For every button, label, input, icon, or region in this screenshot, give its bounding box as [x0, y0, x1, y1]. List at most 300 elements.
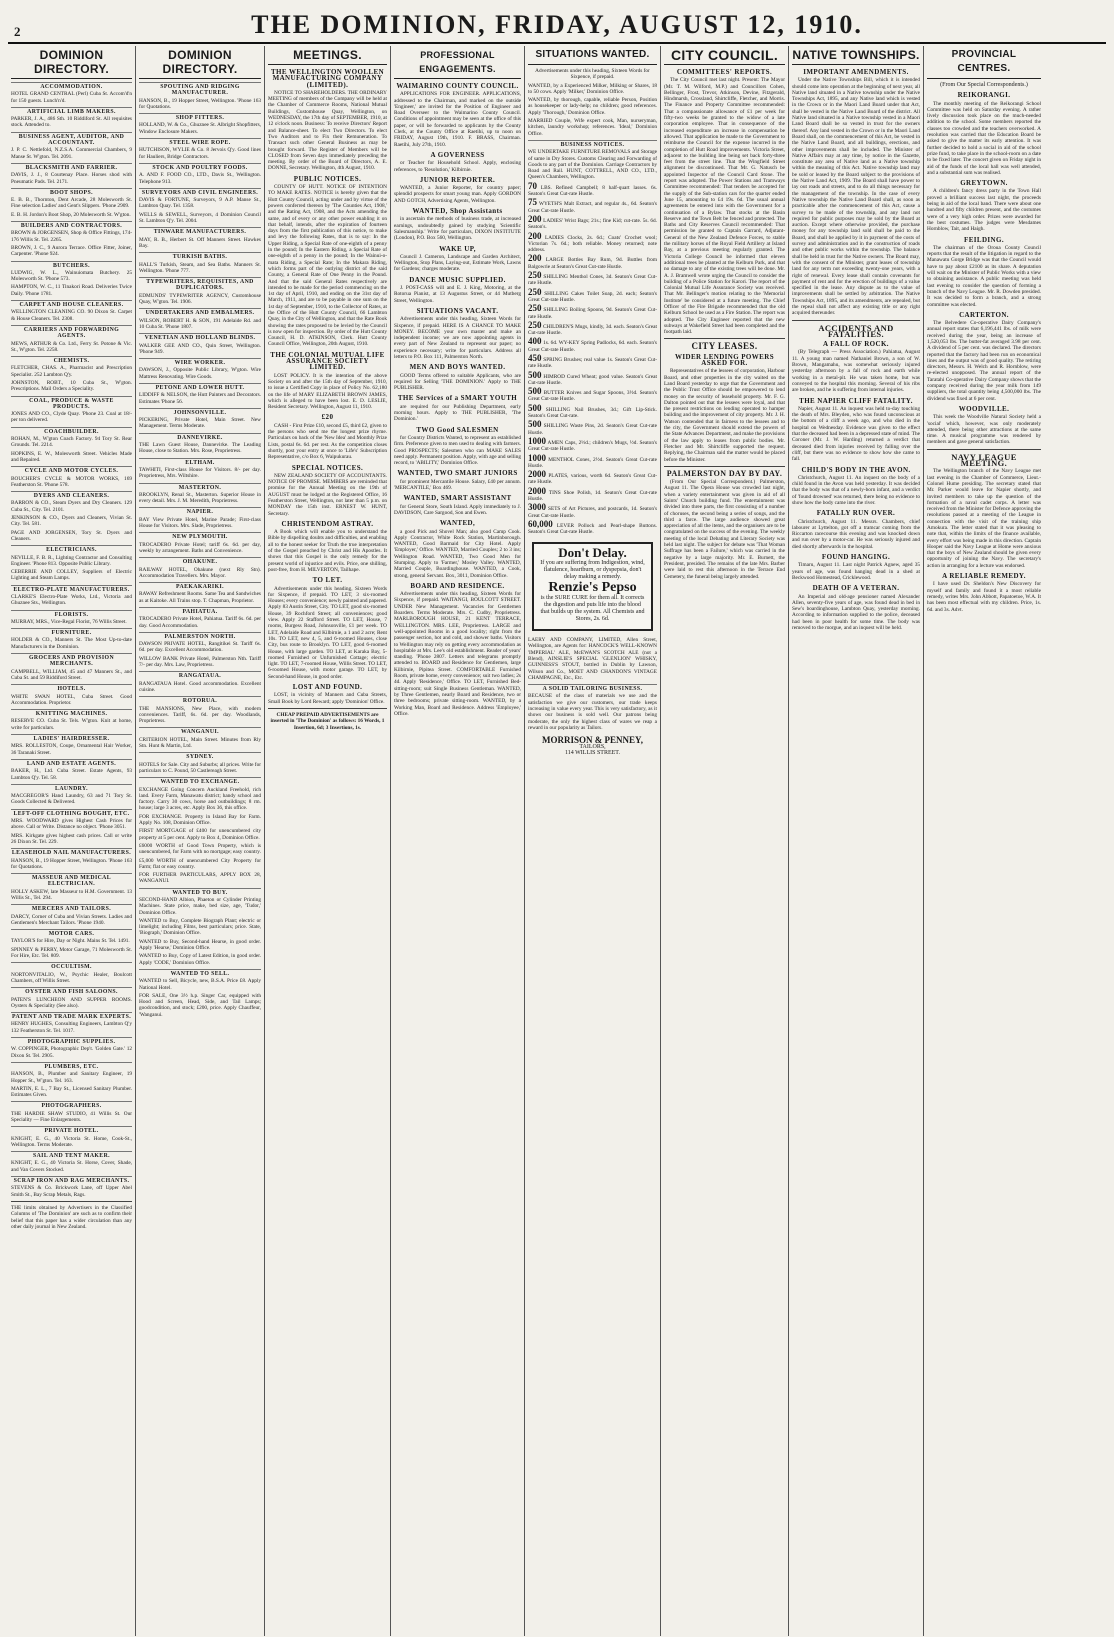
section-heading: WANTED TO EXCHANGE. [139, 777, 261, 785]
column-native-townships [789, 46, 924, 1636]
directory-category: ELTHAM. [139, 458, 261, 466]
directory-list [139, 82, 261, 774]
price-item [528, 452, 657, 470]
column-city-council [661, 46, 789, 1636]
directory-entry: BROWN & JORGENSEN, Shop & Office Fittings, 174-176 Willis St. Tel. 2265. [11, 230, 132, 243]
directory-entry: NORTONVITALIO, W., Psychic Healer, Boulcott Chambers, off Willis Street. [11, 971, 132, 984]
price-item [528, 421, 657, 436]
classified-ad: £5,000 WORTH of unencumbered City Property for Farm; flat or easy country. [139, 857, 261, 870]
classified-ad: FOR FURTHER PARTICULARS, APPLY BOX 28, WANGANUI. [139, 872, 261, 885]
article-heading: CITY LEASES. [691, 341, 758, 352]
directory-entry: MRS. WOODWARD gives Highest Cash Prices for above. Call or Write. Distance no object. 'Phone 3051. [11, 818, 132, 831]
directory-entry: MURRAY, MRS., Vice-Regal Florist, 76 Willis Street. [11, 618, 127, 625]
directory-category: SYDNEY. [139, 752, 261, 760]
directory-category: MASTERTON. [139, 483, 261, 491]
column-heading: PROFESSIONAL ENGAGEMENTS. [394, 48, 521, 79]
directory-category: CYCLE AND MOTOR CYCLES. [11, 466, 132, 474]
price-item [528, 435, 657, 453]
ad-headline: Don't Delay. [558, 544, 627, 560]
column-directory-2 [136, 46, 265, 1636]
notice-body: Advertisements under this heading, Sixteen Words for Sixpence, if prepaid. WAITANGI, BOULCOTT STREET. UNDER New Management. Vacancies for Gentlemen Boarders. Terms Moderate. Mrs. C. Cudby, Proprietress. MARLBOROUGH HOUSE, 21 KENT TERRACE, WELLINGTON. MRS. LEE, Proprietress. LARGE and well-appointed Rooms in a good locality; right from the passenger section, hot and cold, and shower baths. Visitors to Wellington may rely on getting every accommodation as hospitable at Mrs. Lee's old establishment. Reader of years' standing. 'Phone 2807. Letters and telegrams promptly attended to. BOARD and Residence for Gentlemen, large Kilbirnie, Pipitea Street. COMFORTABLE Furnished Room, private home, every convenience; suit two ladies; 2s 4d. Apply 'Residence,' Office. TO LET, Furnished Bed-sitting-room; suit Single Business Gentleman. WANTED, by Three Gentlemen, nearly Board and Residence, two or three bedrooms; private sitting-room. WANTED, by a Working Man, Board and Residence. Address 'Employee,' Office. [394, 591, 521, 717]
price-number: 500 [528, 419, 542, 430]
article-subheading: FOUND HANGING. [821, 553, 891, 562]
section-heading: A SOLID TAILORING BUSINESS. [528, 684, 657, 692]
notice-heading: THE COLONIAL MUTUAL LIFE ASSURANCE SOCIETY LIMITED. [270, 350, 385, 372]
place-heading: FEILDING. [964, 235, 1004, 244]
directory-category: VENETIAN AND HOLLAND BLINDS. [139, 333, 261, 341]
directory-category: CHEMISTS. [11, 356, 132, 364]
price-text: AMEN Caps, 2½d.; children's Mugs, ½d. Seaton's Great Cut-rate Hustle. [528, 439, 657, 453]
wanted-sell-list [139, 978, 261, 1018]
notice-body: CASH - First Prize £10, second £5, third £2, given to the persons who send me the longest prize rhyme. Particulars on back of the 'New Idea' and Monthly Prize Lists, postal 6s. 6d. per rest. As the competition closes shortly, post your entry at once to 'Life's' Subscription Representative, c/o Box 6, Waipukurau. [268, 422, 387, 461]
notice-body: for prominent Mercantile House. Salary, £40 per annum. 'MERCANTILE,' Box 469. [394, 478, 521, 492]
directory-entry: DAWSON PRIVATE HOTEL, Rangitikei St. Tariff 6s. 6d. per day. Excellent Accommodation. [139, 641, 261, 654]
directory-entry: BAY View Private Hotel, Marine Parade; First-class House for Visitors. Mrs. Slade, Proprietress. [139, 516, 261, 530]
article-body: Representatives of the lessees of corporation, Harbour Board, and other properties in the city waited on the Land Board yesterday to urge that the Government and the Public Trust Office should be empowered to lend money on the security of leasehold property. Mr. F. G. Dalton pointed out that the lessees were loyal, and that the present restrictions on lending operated to hamper building and the improvement of city property. Mr. J. H. Watson contended that in fairness to the lessees and to the city, the Government should extend the powers of the State Advances Department, and make the provisions of the law apply to leases from public bodies. Mr. Fletcher and Mr. Shirtcliffe supported the request. Replying, the Chairman said the matter would be placed before the Minister. [664, 368, 785, 463]
article-subheading: WIDER LENDING POWERS ASKED FOR. [674, 352, 774, 368]
directory-category: BOOT SHOPS. [11, 188, 132, 196]
section-heading: BUSINESS NOTICES. [528, 140, 657, 148]
directory-entry: HANSON, B., 19 Hopper Street, Wellington. 'Phone 163 for Quotations. [139, 97, 261, 110]
article-heading: NAVY LEAGUE MEETING. [951, 451, 1017, 469]
directory-category: UNDERTAKERS AND EMBALMERS. [139, 308, 261, 316]
price-number: 250 [528, 286, 542, 297]
directory-entry: DARCY, Corner of Cuba and Vivian Streets. Ladies and Gentlemen's Merchant Tailors. 'Phone 1940. [11, 913, 132, 926]
directory-category: BUTCHERS. [11, 261, 132, 269]
place-report: The Belvedere Co-operative Dairy Company's annual report states that 6,196,441 lbs. of milk were received during the year, being an increase of 1,520,053 lbs. The butter-fat averaged 3.98 per cent. A dividend of 5 per cent. was declared. The directors reported that the factory had been run on economical lines and the output was of good quality. The retiring directors, Messrs. H. Welch and R. Hornblow, were re-elected unopposed. The annual report of the Taratahi Co-operative Dairy Company shows that the company received during the year milk from 149 suppliers, the total quantity being 4,500,000 lbs. The dividend was fixed at 6 per cent. [927, 320, 1041, 402]
price-item [528, 230, 658, 254]
notice-heading: THE WELLINGTON WOOLLEN MANUFACTURING COMPANY (LIMITED). [270, 68, 385, 89]
directory-entry: ROHAN, M., W'gton Coach Factory. 94 Tory St. Rear Grounds. Tel. 2214. [11, 436, 132, 449]
directory-entry: PICKERING, Private Hotel, Main Street. New Management. Terms Moderate. [139, 417, 261, 430]
price-number: 250 [528, 319, 542, 330]
price-item [528, 402, 658, 420]
classified-ad: SECOND-HAND Albion, Phaeton or Cylinder Printing Machines. State price, make, bed size, age, 'Tudor,' Dominion Office. [139, 896, 261, 916]
directory-category: FURNITURE. [11, 628, 132, 636]
article-body: An Imperial and old-age pensioner named Alexander Allen, seventy-five years of age, was found dead in bed in Sew's boardinghouse, Lambton Quay, yesterday morning. According to information supplied to the police, deceased had been in poor health for some time. The body was removed to the morgue, and an inquest will be held. [792, 593, 920, 632]
directory-entry: HOPKINS, E. W., Molesworth Street. Vehicles Made and Repaired. [11, 450, 132, 463]
directory-category: DANNEVIRKE. [139, 433, 261, 441]
notice-heading: THE Services of a SMART YOUTH [397, 394, 518, 403]
price-text: SHILLING Boiling Spoons, 9d. Seaton's Great Cut-rate Hustle. [528, 307, 658, 320]
notice-body: LOST, in vicinity of Manners and Cuba Streets, Small Book by Lord Reward; apply 'Dominion' Office. [268, 692, 387, 705]
directory-entry: HOTELS for Sale. City and Suburbs; all prices. Write for particulars to C. Pound, 50 Castlereagh Street. [139, 761, 261, 774]
classified-ad: FOR EXCHANGE. Property in Island Bay for Farm. Apply No. 108, Dominion Office. [139, 813, 261, 827]
price-item [528, 255, 657, 270]
directory-entry: CAMPBELL, WILLIAM, 45 and 47 Manners St., and Cuba St. and 59 Riddiford Street. [11, 668, 132, 681]
classified-ad: WANTED to Buy, Second-hand Hearse, in good order. Apply 'Hearse,' Dominion Office. [139, 938, 261, 952]
directory-category: HOTELS. [11, 684, 132, 692]
ad-body: If you are suffering from Indigestion, wind, flatulence, heartburn, or dyspepsia, don't delay making a remedy. [540, 559, 645, 580]
provincial-reports [927, 92, 1041, 445]
directory-category: SHOP FITTERS. [139, 113, 261, 121]
article-heading: ACCIDENTS AND FATALITIES. [818, 322, 894, 339]
divider [268, 708, 387, 709]
article-body: Timaru, August 11. Last night Patrick Agnew, aged 35 years of age, was found hanging dead in a shed at Beckwood Homestead, Cricklewood. [792, 562, 920, 581]
directory-category: MOTOR CARS. [11, 929, 132, 937]
price-text: SETS of Art Pictures, and postcards, 1d. Seaton's Great Cut-rate Hustle. [528, 506, 658, 519]
tailor-address: 114 WILLIS STREET. [564, 749, 621, 756]
directory-entry: THE HARDIE SHAW STUDIO, 41 Willis St. Our Speciality — Fine Enlargements. [11, 1110, 132, 1123]
directory-entry: MRS. Kirkgate gives highest cash prices. Call or write 26 Dixon St. Tel. 229. [11, 832, 132, 845]
price-text: WYETH'S Malt Extract, and regular 4s., 6d. Seaton's Great Cut-rate Hustle. [528, 201, 657, 214]
article-body: Christchurch, August 11. Messrs. Chambers, chief labourer at Lyttelton, got off a tramcar coming from the Riccarton racecourse this evening and was knocked down and run over by a motor-car. He was seriously injured and died shortly afterwards in the hospital. [792, 518, 920, 550]
article-body: The Wellington branch of the Navy League met last evening in the Chamber of Commerce, Lieut.-Colonel Hume presiding. The secretary stated that Mr. Parker would leave for Napier shortly, and invited members to take up the question of the formation of a naval cadet corps. A letter was received from the Minister for Defence approving the resolutions passed at a meeting of the League in connection with the visit of the training ship Amokura. The letter stated that it was pleasing to note that, within the limits of the finance available, every effort was being made in this direction. Captain Hooper said the Navy League at Home were anxious that the boys of New Zealand should be given every opportunity of joining the Navy. The secretary's action in arranging for a lecture was endorsed. [927, 468, 1041, 569]
column-heading: MEETINGS. [268, 48, 387, 65]
classified-footer-note: THE limits obtained by Advertisers in the Classified Columns of 'The Dominion' are such as to confirm their belief that this paper has a wider circulation than any other daily journal in New Zealand. [11, 1204, 132, 1230]
directory-entry: RANGATAUA Hotel. Good accommodation. Excellent cuisine. [139, 680, 261, 693]
price-item [528, 518, 657, 536]
page-number: 2 [14, 24, 21, 39]
directory-category: LAND AND ESTATE AGENTS. [11, 759, 132, 767]
directory-entry: PAGE AND JORGENSEN, Tory St. Dyers and Cleaners. [11, 529, 132, 542]
notice-heading: SPECIAL NOTICES. [291, 463, 364, 472]
notice-heading: TO LET. [312, 576, 343, 585]
directory-entry: WILLOW BANK Private Hotel, Palmerston Nth. Tariff 7/- per day. Mrs. Law, Proprietress. [139, 655, 261, 669]
article-subheading: A RELIABLE REMEDY. [942, 572, 1026, 581]
directory-category: TYPEWRITERS, REQUISITES, AND DUPLICATORS. [139, 277, 261, 292]
divider [664, 338, 785, 339]
classified-ad: MARRIED Couple, Wife expert cook, Man, nurseryman, kitchen, laundry workshop; references. 'Ideal,' Dominion Office. [528, 118, 657, 137]
price-item [528, 305, 657, 320]
directory-entry: W. COPPINGER, Photographic Dep't. 'Golden Gate.' 12 Dixon St. Tel. 2905. [11, 1046, 132, 1059]
directory-category: ELECTRICIANS. [11, 545, 132, 553]
directory-entry: E. B. H. Jordon's Boot Shop, 20 Molesworth St. W'gton. [11, 211, 131, 218]
directory-category: TURKISH BATHS. [139, 252, 261, 260]
price-number: 2000 [528, 469, 546, 480]
notice-body: GOOD Terms offered to suitable Applicants, who are required for Selling 'THE DOMINION.' Apply to THE PUBLISHER. [394, 372, 521, 392]
directory-entry: PATEN'S LUNCHEON AND SUPPER ROOMS. Oysters & Speciality (See also). [11, 996, 132, 1009]
price-item [528, 388, 657, 403]
directory-category: LAUNDRY. [11, 784, 132, 792]
directory-category: PALMERSTON NORTH. [139, 632, 261, 640]
directory-category: LADIES' HAIRDRESSER. [11, 734, 132, 742]
advertising-tariff: CHEAP PREPAID ADVERTISEMENTS are inserted in 'The Dominion' as follows: 16 Words, 1 Insertion, 6d; 3 Insertions, 1s. [270, 711, 385, 731]
price-item [528, 286, 657, 304]
directory-category: COAL, PRODUCE & WASTE PRODUCTS. [11, 396, 132, 411]
directory-category: BLACKSMITH AND FARRIER. [11, 163, 132, 171]
directory-entry: RAWAY Refreshment Rooms. Same Tea and Sandwiches as at Kaitoke. All Trains stop. T. Chapman, Proprietor. [139, 591, 261, 604]
directory-entry: BROWN, J. C., 9 Aurora Terrace. Office Fitter, Joiner, Carpenter. 'Phone 924. [11, 244, 132, 258]
article-subheading: (From Our Special Correspondents.) [940, 82, 1028, 88]
directory-entry: HANSON, B., Plumber and Sanitary Engineer, 19 Hopper St., W'gton. Tel. 163. [11, 1071, 132, 1084]
directory-entry: LIDDIFF & NELSON, the Hutt Painters and Decorators. Estimates 'Phone 56. [139, 392, 261, 405]
notice-heading: WANTED, Shop Assistants [412, 207, 503, 216]
column-heading: SITUATIONS WANTED. [528, 48, 657, 65]
notice-heading: WAIMARINO COUNTY COUNCIL. [396, 82, 519, 90]
price-item [528, 471, 657, 486]
agents-notice [528, 637, 657, 681]
directory-entry: MACGREGOR'S Hand Laundry, 63 and 71 Tory St. Goods Collected & Delivered. [11, 793, 132, 806]
article-subheading: IMPORTANT AMENDMENTS. [803, 68, 909, 76]
directory-entry: TAWHITI, First-class House for Visitors. 8/- per day. Proprietress, Mrs. Wiltshire. [139, 466, 261, 480]
classified-ad: WANTED to Buy, Copy of Latest Edition, in good order. Apply 'CODE,' Dominion Office. [139, 953, 261, 966]
directory-category: PAEKAKARIKI. [139, 582, 261, 590]
price-number: 2000 [528, 485, 546, 496]
directory-entry: THE Lawn Guest House, Dannevirke. The Leading House, close to Station. Mrs. Rose, Proprietress. [139, 442, 261, 455]
column-heading: DOMINION DIRECTORY. [11, 48, 132, 79]
wanted-buy-list [139, 897, 261, 966]
directory-category: JOHNSONVILLE. [139, 408, 261, 416]
directory-entry: WILSON, ROBERT H. & SON, 191 Adelaide Rd. and 10 Cuba St. 'Phone 1807. [139, 317, 261, 330]
price-text: LADIES Clocks, 2s. 6d.; Coats' Crochet wool; Victorian 7s. 6d.; both reliable. Money returned; note address. [528, 234, 658, 254]
price-text: SHILLING Menthol Cones, 3d. Seaton's Great Cut-rate Hustle. [528, 274, 657, 287]
notice-heading: WANTED, TWO SMART JUNIORS [397, 469, 518, 478]
classified-ad: FIRST MORTGAGE of £400 for unencumbered city property at 5 per cent. Apply to Box 4, Dominion Office. [139, 828, 261, 841]
classified-ad: WANTED, by a Experienced Milker, Milking or Shares, 18 to 50 cows. Apply 'Milker,' Dominion Office. [528, 82, 657, 95]
article-body: Napier, August 11. An inquest was held to-day touching the death of Mrs. Bleyden, who was found unconscious at the bottom of a cliff a week ago, and who died in the hospital on Wednesday. Evidence was given to the effect that the deceased had been in a depressed state of mind. The Coroner (Mr. J. W. Harding) returned a verdict that deceased died from injuries received by falling over the cliff, but there was no evidence to show how she came to fall. [792, 405, 920, 463]
price-item [528, 199, 657, 214]
price-number: 75 [528, 197, 537, 208]
directory-entry: J. P. C. Nettlefold, N.Z.S.A. Commercial Chambers, 9 Manse St. W'gton. Tel. 2091. [11, 147, 132, 160]
price-item [528, 485, 657, 503]
place-heading: GREYTOWN. [960, 179, 1008, 188]
directory-entry: RAILWAY HOTEL, Ohakune (next Rly Stn). Accommodation Travellers. Mrs. Mayor. [139, 566, 261, 579]
notice-heading: A GOVERNESS [430, 150, 485, 159]
directory-category: SAIL AND TENT MAKER. [11, 1151, 132, 1159]
price-text: LEVER Pollock and Pearl-shape Buttons. Seaton's Great Cut-rate Hustle. [528, 522, 657, 536]
price-item [528, 272, 657, 287]
notice-heading: LOST AND FOUND. [292, 683, 363, 692]
notice-heading: WAKE UP, [439, 244, 476, 253]
directory-category: PETONE AND LOWER HUTT. [139, 383, 261, 391]
notice-heading: £20 [321, 413, 334, 422]
directory-entry: MAY, R. B., Herbert St. Off Manners Street. Hawkes Bay. [139, 236, 261, 249]
notice-heading: BOARD AND RESIDENCE. [410, 581, 505, 590]
article-body: The City Council met last night. Present: The Mayor (Mr. T. M. Wilford, M.P.) and Councillors Cohen, Bellinger, Frost, Trevor, Atkinson, Devine, Fitzgerald, Hindmarsh, Crossland, Shirtcliffe, Fletcher, and Morris. The Finance and Property Committee recommended: That a compassionate allowance of £1 per week for fifty-two weeks be granted to the widow of a late corporation employee. That in consequence of the increased expenditure an increase in compensation be allowed. That application be made to the Government to reimburse the Council for the expense incurred in the completion of Hutt Road improvements. Victoria Street, adjacent to the building line being set back forty-three feet from the street line. That the Wingfield Street alignment be discontinued. That Mr. G. Natusch be appointed Inspector of the Council Card Stone. The report was adopted. The Power Stations and Tramways Committee recommended: That tenders be accepted for the supply of the Sub-station cars for the quarter ended June 15, amounting to £4 19s. 6d. The usual annual agreements be entered into with the Government for a continuation of a Bylaw. That stocks at the Basin Reserve and the Town Belt be fenced and protected. The Baths and City Reserves Council recommended: That permission be granted to Captain Garrard, Adjutant-General of the New Zealand Defence Forces, to stable the military horses of the Royal Field Artillery at Island Bay, at a previous meeting regularly granted. The Victoria College Council be informed that eleven additional trees be planted at the Kelburn Park, and that no damage to any of the existing trees will be done. Mr. A. J. Bramwell wrote urging the Council to consider the building of a Police Station for Karori. The report of the Colonial Mutual Life Assurance Society was received. That Mr. Bellinger's motion relating to the 'Memorial Institute' be considered at a future meeting. The Chief Officer of the Fire Brigade recommended that the old Kelburn School be used as a Fire Station. The report was adopted. The City Engineer reported that the new subways at Wakefield Street had been completed and the footpath laid. [664, 77, 785, 336]
price-text: SHILLING Nail Brushes, 3d.; Gift Lip-Stick. Seaton's Great Cut-rate. [528, 406, 658, 420]
column-heading: PROVINCIAL CENTRES. [927, 48, 1041, 79]
section-heading: WANTED TO BUY. [139, 888, 261, 896]
ad-product: Renzie's Pepso [548, 579, 637, 595]
directory-category: CARRIERS AND FORWARDING AGENTS. [11, 325, 132, 340]
directory-category: BUILDERS AND CONTRACTORS. [11, 221, 132, 229]
place-heading: CARTERTON. [959, 310, 1009, 319]
price-number: 500 [528, 369, 542, 380]
notice-heading: JUNIOR REPORTER. [419, 175, 496, 184]
directory-category: MASSEUR AND MEDICAL ELECTRICIAN. [11, 873, 132, 888]
directory-category: ACCOMMODATION. [11, 82, 132, 90]
directory-category: BUSINESS AGENT, AUDITOR, AND ACCOUNTANT. [11, 132, 132, 147]
notice-heading: MEN AND BOYS WANTED. [409, 363, 506, 372]
column-provincial-centres [924, 46, 1044, 1636]
directory-category: LEFT-OFF CLOTHING BOUGHT, ETC. [11, 809, 132, 817]
directory-category: ARTIFICIAL LIMB MAKERS. [11, 107, 132, 115]
directory-entry: FLETCHER, CHAS. A., Pharmacist and Prescription Specialist. 252 Lambton Q'y. [11, 365, 132, 378]
directory-category: SCRAP IRON AND RAG MERCHANTS. [11, 1176, 132, 1184]
notice-heading: SITUATIONS VACANT. [416, 306, 499, 315]
notice-body: A Book which will enable you to understand the Bible by dispelling doubts and difficulties, and enabling all to the honest seeker for Truth the true interpretation of the Gospel preached by Christ and His Apostles. It shows that this Gospel is the only remedy for the present world of injustice and evils. Price, one shilling, post-free, from H. MILVERTON, Tailhape. [268, 529, 387, 573]
notice-body: for Country Districts Wanted, to represent an established firm. Preference given to men used to dealing with farmers. Good PROSPECTS; Salesmen who can MAKE SALES need apply. Permanent position. Apply, with age and selling record, to 'ABILITY,' Dominion Office. [394, 434, 521, 467]
notice-body: NEW ZEALAND SOCIETY OF ACCOUNTANTS. NOTICE OF PROMISE. MEMBERS are reminded that promise for the Annual Meeting on the 19th of AUGUST must be lodged at the Registered Office, 16 Featherston Street, Wellington, not later than 5 p.m. on MONDAY the 15th inst. ERNEST W. HUNT, Secretary. [268, 472, 387, 517]
professional-list [394, 83, 521, 717]
article-body: I have used Dr. Sheldon's New Discovery for myself and family and found it a most reliable remedy, writes Mrs. John Abbott, Papatoetoe, W.A. It has been most effectual with my children. Price, 1s. 6d. and 3s. Advt. [927, 581, 1041, 613]
article-subheading: COMMITTEES' REPORTS. [676, 68, 773, 76]
price-item [528, 338, 657, 353]
directory-entry: NEVILLE, F. B. R., Lighting Contractor and Consulting Engineer. 'Phone 813. Opposite Public Library. [11, 554, 132, 567]
directory-category: SURVEYORS AND CIVIL ENGINEERS. [139, 188, 261, 196]
directory-category: PHOTOGRAPHIC SUPPLIES. [11, 1037, 132, 1045]
section-heading: WANTED TO SELL. [139, 969, 261, 977]
directory-entry: E. B. B., Thornton, Dent Arcade, 28 Molesworth St. Fine selection Ladies' and Gent's Slippers. 'Phone 2909. [11, 197, 132, 210]
place-heading: REIKORANGI. [957, 91, 1011, 100]
page-title: THE DOMINION, FRIDAY, AUGUST 12, 1910. [251, 10, 863, 39]
classified-ad: WANTED to Sell, Bicycle, new, B.S.A. Price £8. Apply National Hotel. [139, 978, 261, 991]
price-item [528, 213, 657, 231]
price-item [528, 180, 657, 198]
directory-category: KNITTING MACHINES. [11, 709, 132, 717]
price-number: 500 [528, 386, 542, 397]
pepso-advertisement [532, 542, 653, 632]
notice-body: or Teacher for Household School. Apply, enclosing references, to 'Resolution,' Kilbirnie. [394, 160, 521, 173]
directory-category: OYSTER AND FISH SALOONS. [11, 987, 132, 995]
price-number: 450 [528, 352, 542, 363]
directory-category: OCCULTISM. [11, 962, 132, 970]
column-meetings [265, 46, 391, 1636]
notice-body: APPLICATIONS FOR ENGINEER. APPLICATIONS, addressed to the Chairman, and marked on the outside 'Engineer,' are invited for the Position of Engineer and Road Overseer to the Waimarino County Council. Conditions of appointment may be seen at the office of this paper, or will be forwarded to applicants by the County Clerk, at the County Office at Raetihi, up to noon on FRIDAY, August 19th, 1910. F. BRASS, Chairman. Raetihi, July 27th, 1910. [394, 91, 521, 148]
article-subheading: CHILD'S BODY IN THE AVON. [801, 465, 911, 474]
column-professional [391, 46, 525, 1636]
column-heading: CITY COUNCIL. [664, 48, 785, 65]
directory-entry: TAYLOR'S for Hire, Day or Night. Mains St. Tel. 1491. [11, 938, 130, 945]
price-text: TINS Shoe Polish, 1d. Seaton's Great Cut-rate Hustle. [528, 489, 657, 503]
directory-category: SPOUTING AND RIDGING MANUFACTURER. [139, 82, 261, 97]
directory-entry: CRITERION HOTEL, Main Street. Minutes from Rly Stn. Hunt & Martin, Ltd. [139, 736, 261, 750]
price-item [528, 369, 658, 387]
notice-heading: DANCE MUSIC SUPPLIED. [409, 275, 506, 284]
article-body: Christchurch, August 11. An inquest on the body of a child found in the Avon was held yesterday. It was decided that the body was that of a newly-born infant, and a verdict of 'found drowned' was returned, there being no evidence to show how the body came into the river. [792, 474, 920, 506]
wanted-exchange-list [139, 787, 261, 885]
notice-body: are required for our Publishing Department, early morning hours. Apply to THE PUBLISHER, 'The Dominion.' [394, 403, 521, 423]
directory-category: MERCERS AND TAILORS. [11, 904, 132, 912]
directory-entry: HOTEL GRAND CENTRAL (Perl) Cuba St. Accom'd'n for 150 guests. Lunch'n'd. [11, 91, 132, 104]
place-report: The chairman of the Oroua County Council reports that the result of the litigation in regard to the Manawatu Gorge Bridge was that the Council would have to pay about £2100 as its share. A deputation will wait on the Minister of Public Works with a view to obtaining assistance. A public meeting was held last evening to consider the question of forming a branch of the Navy League. Mr. R. Dowden presided. It was decided to form a branch, and a strong committee was elected. [927, 244, 1041, 308]
price-text: HIMROD Cured Wheat; good value. Seaton's Great Cut-rate Hustle. [528, 373, 658, 386]
price-list [528, 180, 658, 536]
article-subheading: A FALL OF ROCK. [823, 340, 889, 349]
price-number: 1000 [528, 452, 546, 463]
article-body: Under the Native Townships Bill, which it is intended should come into operation at the beginning of next year, all Native land situated in a Native township under the Native Townships Act, 1895, and any Native land which is vested in the Crown or in the Maori Land Board under that Act, shall be vested in the Native Land Board of the district. All Native land situated in a Native township vested in a Maori Land Board shall be so vested in trust for the owners thereof. Any land vested in the Crown or in the Maori Land Board shall, on the commencement of this Act, be vested in the Native Land Board, and all buildings, erections, and other improvements shall be included. The Minister of Native Affairs may at any time, by notice in the Gazette, constitute any area of Native land as a Native township within the meaning of this Act. Native township land may be sold or leased by the Board subject to the provisions of the Native Land Act, 1909. The Board shall have power to lay out roads and streets, and to do all things necessary for the management of the township. In the case of every Native township the Native Land Board shall, as soon as practicable after the commencement of this Act, cause a survey to be made of the township, and any land not required for public purposes may be sold by the Board at auction. Except where otherwise provided, the purchase money for any township land sold shall be paid to the Board, and shall be applied by it in payment of the costs of survey and administration and in the construction of roads and other public works within the township. The balance shall be held in trust for the Native owners. The Board may, with the consent of the Minister, grant leases of township land for any term not exceeding twenty-one years, with a right of renewal. Every lease shall contain covenants for payment of rent and for the erection of buildings of a value specified in the lease. Any dispute as to the value of improvements shall be settled by arbitration. The Native Townships Act, 1895, and its amendments, are repealed, but the repeal shall not affect any existing title or any right acquired thereunder. [792, 77, 920, 317]
classified-ad: £6000 WORTH of Good Town Property, which is unencumbered, for Farm with no mortgage; easy country. [139, 842, 261, 856]
classified-ad: WANTED to Buy, Complete Biograph Plant; electric or limelight; including Films, best particulars; price. State, 'Biograph,' Dominion Office. [139, 917, 261, 937]
directory-entry: MARTIN, E. L., 7 Bay St., Licensed Sanitary Plumber. Estimates Given. [11, 1085, 132, 1099]
agents-notice-text: LAERY AND COMPANY, LIMITED, Allen Street, Wellington, are Agents for: HANCOCK'S WELL-KNOWN 'IMPERIAL' ALE, McEWAN'S SCOTCH ALE (not a Blend), AINSLIE'S SPECIAL 'GLENLION' WHISKY, GUINNESS'S STOUT, bottled in Dublin by Lawson, Wilson and Co., MOET AND CHANDON'S VINTAGE CHAMPAGNE, Etc., Etc. [528, 637, 657, 681]
directory-category: RANGATAUA. [139, 671, 261, 679]
notice-heading: CHRISTENDOM ASTRAY. [281, 519, 374, 528]
price-text: LADIES' Wrist Bags; 21s.; fine Kid; cut-rate. 5s. 6d. Seaton's. [528, 217, 657, 231]
notice-body: a good Pick and Shovel Man; also good Camp Cook. Apply Contractor, White Rock Station, Martinborough. WANTED, Good Barmaid for City Hotel. Apply 'Employer,' Office. WANTED, Married Couples; 2 to 3 ins; Wellington Road. WANTED, Two Good Men for Stumping. Apply to 'Farmer,' Mosley Valley. WANTED, Married Couple, Boardinghouse. WANTED, a Cook, strong, general Servant. Box, 3011, Dominion Office. [394, 528, 521, 579]
situations-intro: Advertisements under this heading, Sixteen Words for Sixpence, if prepaid. [535, 68, 650, 81]
notice-body: for General Store, South Island. Apply immediately to J. DAVIDSON, Care Sargood, Son and Ewen. [394, 503, 521, 516]
price-item [528, 352, 658, 370]
divider [927, 449, 1041, 450]
directory-entry: WELLS & SEWELL, Surveyors, 4 Dominion Council St. Lambton Q'y. Tel. 2004. [139, 211, 261, 225]
directory-entry: HOLDER & CO., Manners St. The Most Up-to-date Manufacturers in the Dominion. [11, 637, 132, 650]
directory-category: CARPET AND HOUSE CLEANERS. [11, 300, 132, 308]
directory-entry: WHITE SWAN HOTEL, Cuba Street. Good Accommodation. Proprietor. [11, 693, 132, 706]
tailor-firm-name: MORRISON & PENNEY, [542, 735, 643, 746]
directory-category: PHOTOGRAPHERS. [11, 1101, 132, 1109]
price-number: 250 [528, 303, 542, 314]
column-heading: NATIVE TOWNSHIPS. [792, 48, 920, 65]
directory-category: PRIVATE HOTEL. [11, 1126, 132, 1134]
directory-entry: DAVIS & FORTUNE, Surveyors, 9 A.P. Manse St., Lambton Quay. Tel. 1358. [139, 197, 261, 210]
directory-entry: LUDWIG, W. L., Wainuiomata Butchery. 25 Molesworth St. 'Phone 573. [11, 269, 132, 283]
place-report: This week the Woodville Natural Society held a 'social' which, however, was only moderately attended, there being other attractions at the same time. A musical programme was rendered by members and gave general satisfaction. [927, 414, 1041, 446]
price-number: 70 [528, 180, 537, 191]
directory-entry: THE MANSIONS, New Place, with modern conveniences. Tariff, 6s. 6d. per day. Woodlands, Proprietress. [139, 705, 261, 725]
article-body: (From Our Special Correspondent.) Palmerston, August 11. The Opera House was crowded last night, when a variety entertainment was given in aid of all Saints' Church building fund. The entertainment was divided into three parts, the first consisting of a number of choruses, the second being a series of songs, and the third a farce. The large audience showed great appreciation of all the items, and the organisers are to be congratulated on the success of the evening. The weekly meeting of the local Debating and Literary Society was held last night. The subject for debate was 'That Woman Suffrage has been a Failure,' which was carried in the negative by a large majority. Mr. E. Burnett, the President, presided. The remains of the late Mrs. Barber were laid to rest this afternoon in the Terrace End Cemetery, the funeral being largely attended. [664, 479, 785, 580]
price-text: BUTTER Knives and Sugar Spoons, 3½d. Seaton's Great Cut-rate Hustle. [528, 390, 657, 403]
divider [664, 466, 785, 467]
notice-heading: PUBLIC NOTICES. [293, 174, 362, 183]
directory-entry: BAKER, H., Ltd. Cuba Street. Estate Agents, 93 Lambton Q'y. Tel. 58. [11, 768, 132, 781]
directory-entry: MEWS, ARTHUR & Co. Ltd., Ferry St. Potone & Vic. St., W'gton. Tel. 2258. [11, 340, 132, 353]
price-text: PLATES, various, worth 6d. Seaton's Great Cut-rate Hustle. [528, 473, 657, 486]
directory-entry: TROCADERO Private Hotel, Pahiatua. Tariff 6s. 6d. per day. Good Accommodation. [139, 616, 261, 629]
price-text: CHILDREN'S Mugs, kindly, 3d. each. Seaton's Great Cut-rate Hustle. [528, 323, 658, 337]
article-body: (By Telegraph — Press Association.) Pahiatua, August 11. A young man named Nathaniel Brown, a son of W. Brown, Mangamahu, was somewhat seriously injured yesterday afternoon by a fall of rock and earth while working in a metal-pit. He was taken home, but was conveyed to the hospital this morning. Several of his ribs are broken, and he is suffering from internal injuries. [792, 349, 920, 394]
directory-category: ROTORUA. [139, 696, 261, 704]
price-text: SHILLING Waste Pins, 2d. Seaton's Great Cut-rate Hustle. [528, 423, 657, 436]
place-report: The monthly meeting of the Reikorangi School Committee was held on Saturday evening. A rather lively discussion took place on the much-needed addition to the school. Some members reported the classes too crowded and the teachers overworked. A resolution was carried that the Education Board be asked to give the matter its early attention. It was further decided to hold a social in aid of the school prize fund, to take place in the school-room on a date to be fixed later. The concert given on Friday night in aid of the funds of the local hall was well attended, and a substantial sum was realised. [927, 100, 1041, 176]
notice-body: J. POST-CASS will and E. J. King, Motoring, at the Rotorua Pianist, at 13 Augustus Street, or 44 Mutberg Street, Wellington. [394, 285, 521, 304]
directory-entry: HOLLAND, W. & Co., Ghuznee St. Albright Shopfitters, Window Enclosure Makers. [139, 122, 261, 135]
directory-entry: HAMPTON, W. C., 11 Tinakori Road. Deliveries Twice Daily. 'Phone 1781. [11, 284, 132, 297]
article-subheading: THE NAPIER CLIFF FATALITY. [799, 396, 913, 405]
directory-entry: PARKER, J. A., 486 Sth. 10 Riddiford St. All requisites stock. Attended to. [11, 116, 132, 129]
notice-body: NOTICE TO SHAREHOLDERS. THE ORDINARY MEETING of members of the Company will be held at the Chamber of Commerce Rooms, National Mutual Buildings, Customhouse Quay, Wellington, on WEDNESDAY, the 17th day of SEPTEMBER, 1910, at 12 o'clock noon. Business: To receive Directors' Report and Balance-sheet. To elect Two Directors. To elect Two Auditors and to Fix their Remuneration. To Transact such other General Business as may be brought forward. The Register of Members will be CLOSED from Seven days immediately preceding the meeting. By order of the Board of Directors, A. E. DONNE, Secretary. Wellington, 4th August, 1910. [268, 89, 387, 172]
tailor-firm-trade: TAILORS, [579, 743, 606, 750]
directory-category: GROCERS AND PROVISION MERCHANTS. [11, 653, 132, 668]
directory-entry: HALL'S Turkish, Steam, and Sea Baths. Manners St. Wellington. 'Phone 777. [139, 261, 261, 274]
directory-category: NAPIER. [139, 507, 261, 515]
notice-body: Advertisements under this heading, Sixteen Words for Sixpence, if prepaid. TO LET, 3 six-roomed Houses; every convenience; newly painted and papered. Apply 83 Austin Street, City. TO LET, good six-roomed House, 39 Rochford Street; all conveniences; good view. Apply 22 Stafford Street. TO LET, House, 7 rooms, Burgess Road, Johnsonville, £1 per week. TO LET, Adelaide Road and Kilbirnie, a 1 and 2 acre; Rent 10s. TO LET, new 4, 5, and 6-roomed Houses, close City, bus route to Brooklyn. TO LET, good 6-roomed House, with large garden. TO LET, at Karaka Bay, 5-roomed Furnished or Unfurnished Cottage; electric light. TO LET, 7-roomed House, Willis Street. TO LET, 6-roomed House, with motor garage. TO LET, by Second-hand House, in good order. [268, 585, 387, 680]
price-text: SHILLING Cakes Toilet Soap, 2d. each; Seaton's Great Cut-rate Hustle. [528, 290, 657, 303]
notice-heading: TWO Good SALESMEN [416, 425, 499, 434]
price-text: SPRING Brushes; real value 1s. Seaton's Great Cut-rate Hustle. [528, 356, 658, 370]
price-item [528, 319, 658, 337]
directory-entry: JOHNSTON, ROBT., 10 Cuba St., W'gton. Prescriptions. Mail Orders a Speciality. [11, 379, 132, 393]
directory-entry: HANSON, B., 19 Hopper Street, Wellington. 'Phone 163 for Quotations. [11, 857, 132, 870]
directory-entry: BROOKLYN, Renal St., Masterton. Superior House in every detail. Mrs. J. M. Meredith, Proprietress. [139, 491, 261, 505]
directory-entry: SPINNEY & PERRY, Motor Garage, 71 Molesworth St. For Hire, Etc. Tel. 809. [11, 946, 132, 960]
directory-entry: BOUCHER'S CYCLE & MOTOR WORKS, 169 Featherston St. 'Phone 578. [11, 475, 132, 488]
situations-list [528, 83, 657, 137]
place-report: A children's fancy dress party in the Town Hall proved a brilliant success last night, the proceeds being in aid of the local band. There were about one hundred and fifty children present, and the costumes were of a very high order. Prizes were awarded for the best costumes. The judges were Mesdames Hornblow, Tait, and Haigh. [927, 188, 1041, 233]
directory-entry: WELLINGTON CLEANING CO. 90 Dixon St. Carpet & House Cleaners. Tel. 2308. [11, 309, 132, 322]
classified-ad: WANTED, by thorough, capable, reliable Person, Position as housekeeper or lady-help; no children; good references. Apply 'Thorough,' Dominion Office. [528, 97, 657, 116]
price-number: 200 [528, 253, 542, 264]
notice-heading: WANTED, SMART ASSISTANT [403, 494, 512, 503]
price-text: LARGE Bottles Bay Rum, 9d. Buttles from Balgowrie at Seaton's Great Cut-rate Hustle. [528, 257, 658, 270]
directory-entry: HUTCHISON, WYLIE & Co. 8 Jervois Q'y. Good lines for Hauliers, Bridge Contractors. [139, 147, 261, 160]
price-text: LBS. Refined Campbell; 8 half-quart lasses. 6s. Seaton's Great Cut-rate Hustle. [528, 184, 657, 198]
directory-category: PATENT AND TRADE MARK EXPERTS. [11, 1014, 132, 1021]
notice-body: Advertisements under this heading, Sixteen Words for Sixpence, if prepaid. HERE IS A CHANCE TO MAKE MONEY. BECOME your own master and make an independent income; we are now appointing agents in every part of New Zealand to represent our paper; no experience necessary; write for particulars. Address all letters to P.O. Box 111, Palmerston North. [394, 316, 521, 360]
price-number: 250 [528, 270, 542, 281]
price-number: 3000 [528, 502, 546, 513]
directory-category: TINWARE MANUFACTURERS. [139, 227, 261, 235]
directory-category: STOCK AND POULTRY FOODS. [139, 163, 261, 171]
directory-category: WANGANUI. [139, 727, 261, 735]
directory-entry: JONES AND CO., Clyde Quay. 'Phone 23. Coal at 18/- per ton delivered. [11, 411, 132, 424]
price-number: 500 [528, 402, 542, 413]
directory-category: PAHIATUA. [139, 607, 261, 615]
directory-entry: BARRON & CO., Steam Dyers and Dry Cleaners. 129 Cuba St., City. Tel. 2101. [11, 500, 132, 513]
price-number: 400 [528, 336, 542, 347]
directory-category: NEW PLYMOUTH. [139, 532, 261, 540]
